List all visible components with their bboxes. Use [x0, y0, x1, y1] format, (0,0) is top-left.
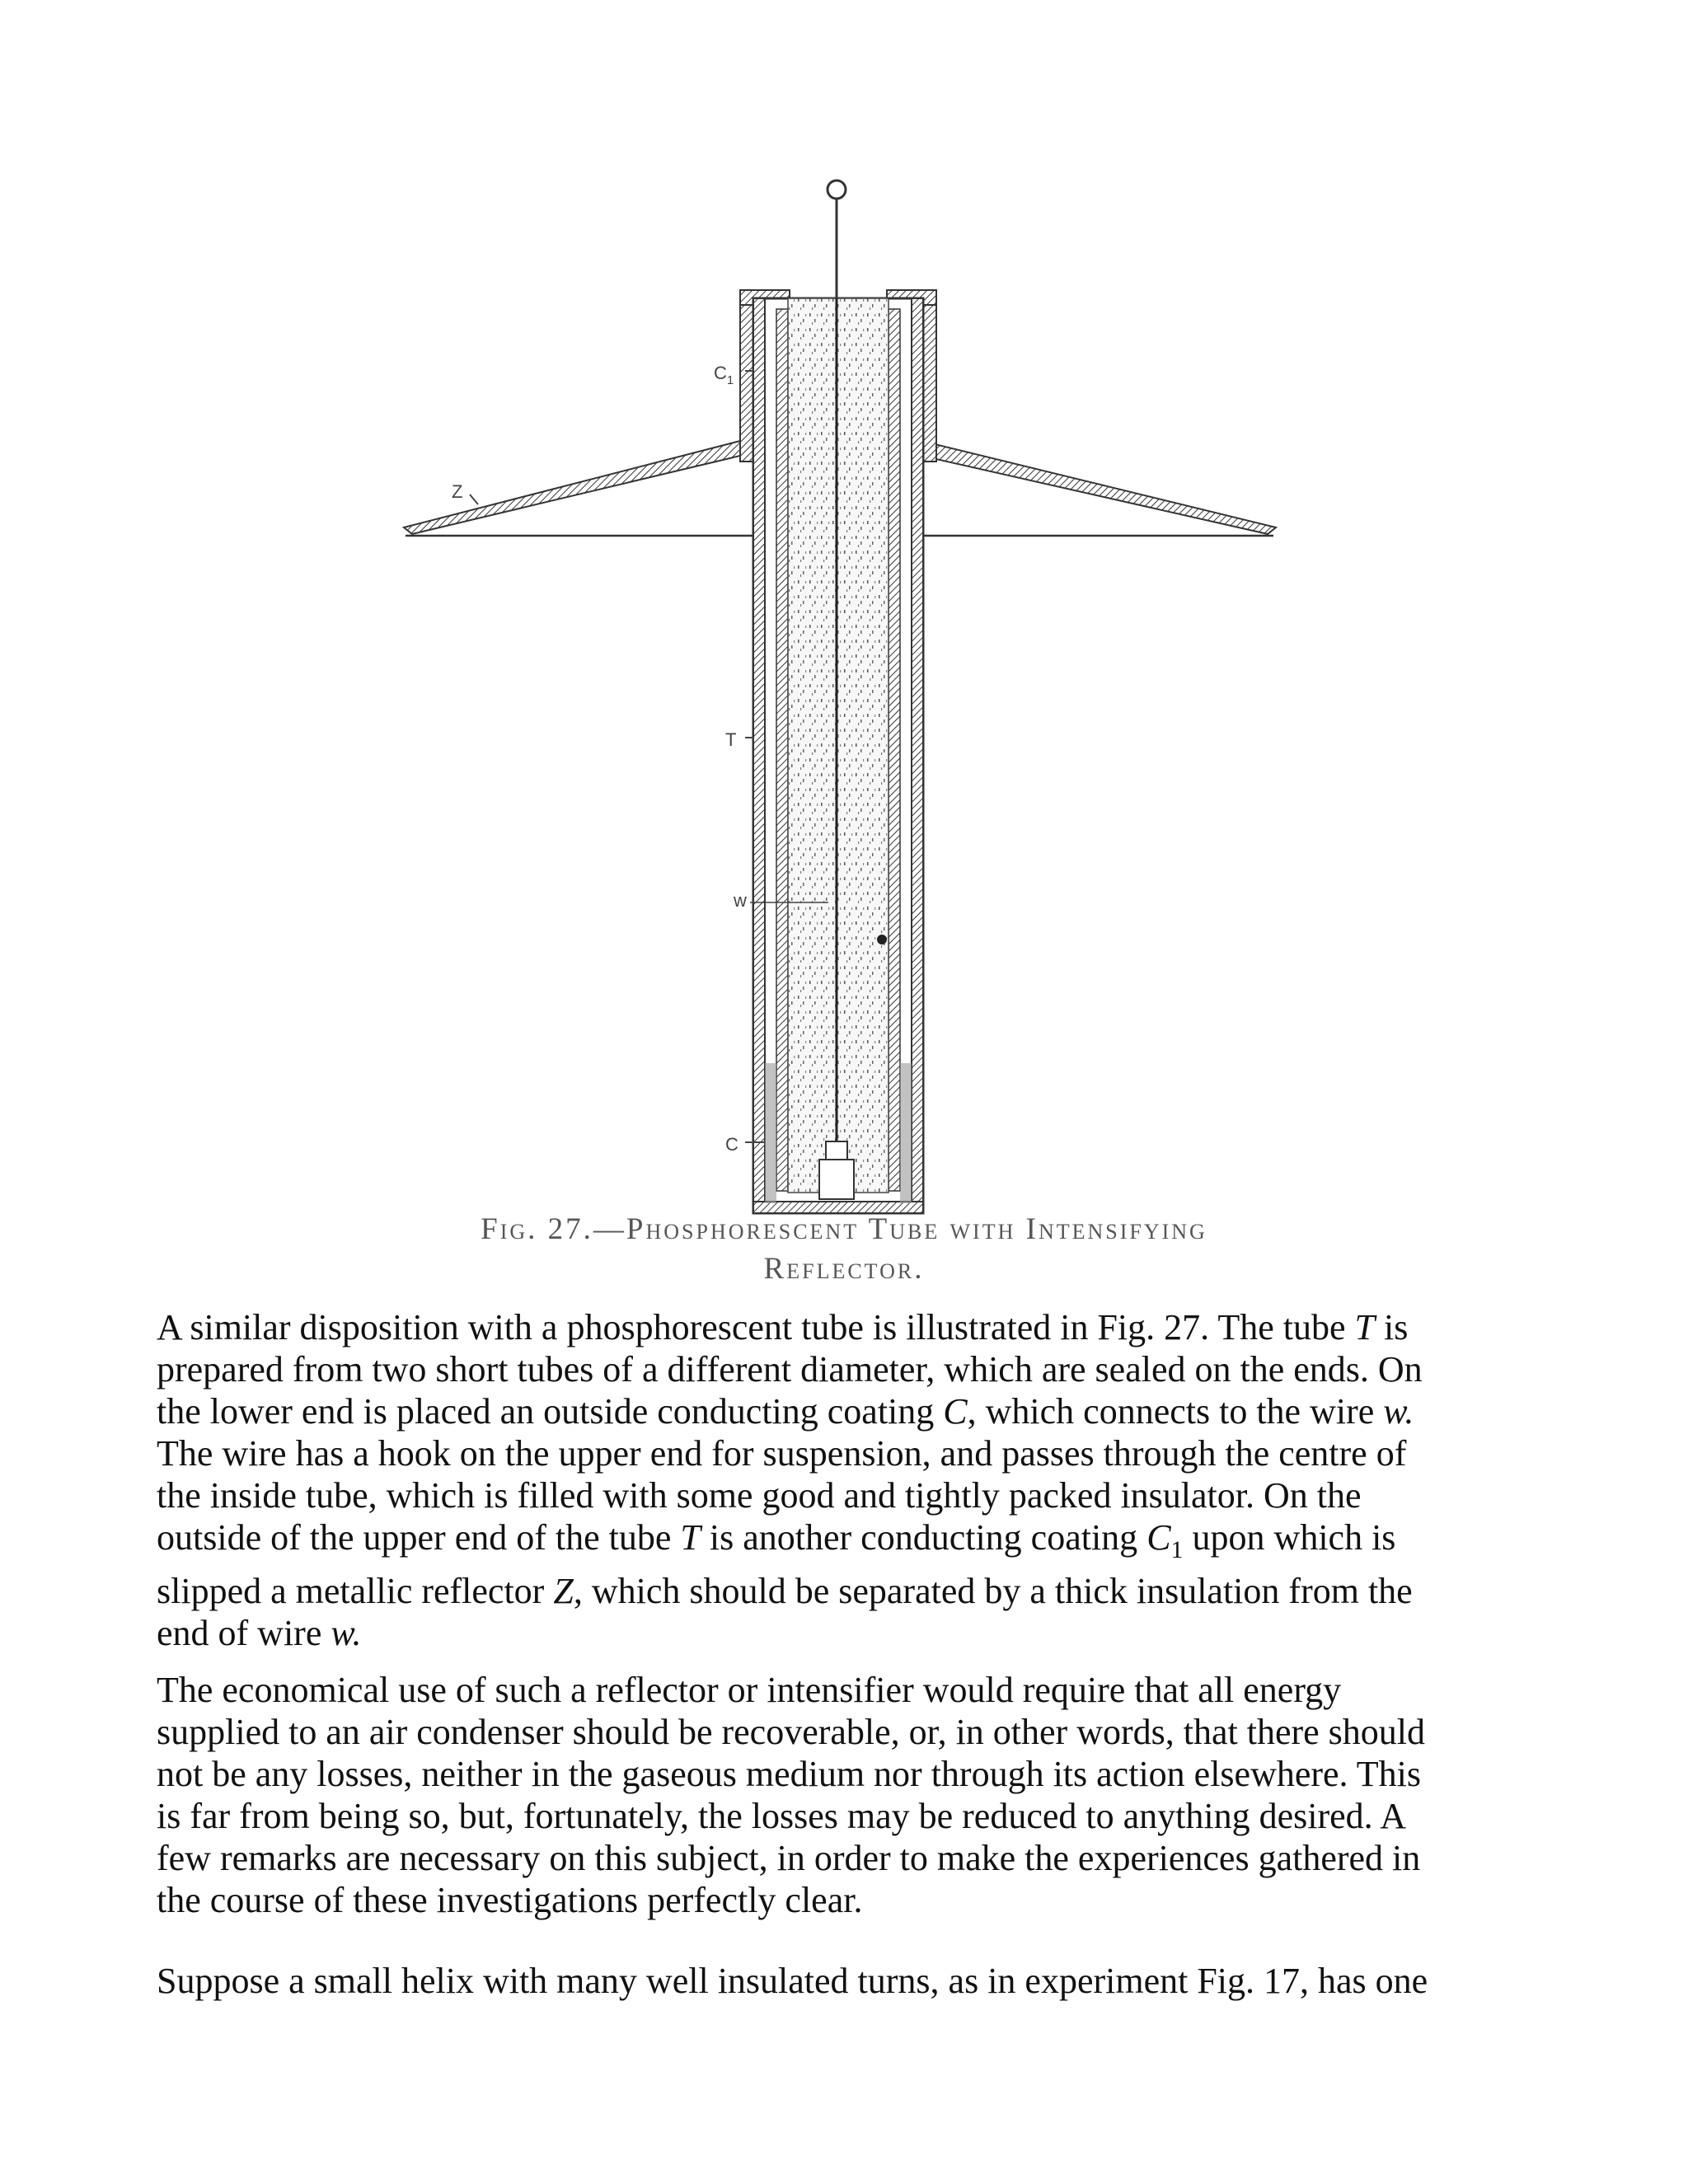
label-w: w: [734, 890, 747, 911]
suspension-hook: [828, 180, 846, 298]
label-c: C: [725, 1134, 738, 1155]
tube-t: [753, 298, 923, 1213]
label-c1: $C_1$: [714, 363, 734, 387]
figure-caption-line-2: Reflector.: [763, 1252, 925, 1286]
paragraph-1: A similar disposition with a phosphorescent tube is illustrated in Fig. 27. The tube T is prepared from two short tubes of a different diameter, which are sealed on the ends. On the lower end is placed an outside conducting coating C, which connects to the wire w. The wire has a hook on the upper end for suspension, and passes through the centre of the inside tube, which is filled with some good and tightly packed insulator. On the outside of the upper end of the tube T is another conducting coating $C_1$ upon which is slipped a metallic reflector Z, which should be separated by a thick insulation from the end of wire w.: [157, 1307, 1423, 1653]
label-t: T: [725, 729, 737, 750]
paragraph-2: The economical use of such a reflector or intensifier would require that all energy supplied to an air condenser should be recoverable, or, in other words, that there should not be any losses, neither in the gaseous medium nor through its action elsewhere. This is far from being so, but, fortunately, the losses may be reduced to anything desired. A few remarks are necessary on this subject, in order to make the experiences gathered in the course of these investigations perfectly clear.: [157, 1670, 1426, 1920]
label-z: Z: [452, 481, 463, 502]
ink-spot: [877, 935, 887, 944]
paragraph-3: Suppose a small helix with many well insulated turns, as in experiment Fig. 17, has one: [157, 1961, 1428, 2001]
figure-caption: Fig. 27.—Phosphorescent Tube with Intensifying: [481, 1212, 1207, 1246]
